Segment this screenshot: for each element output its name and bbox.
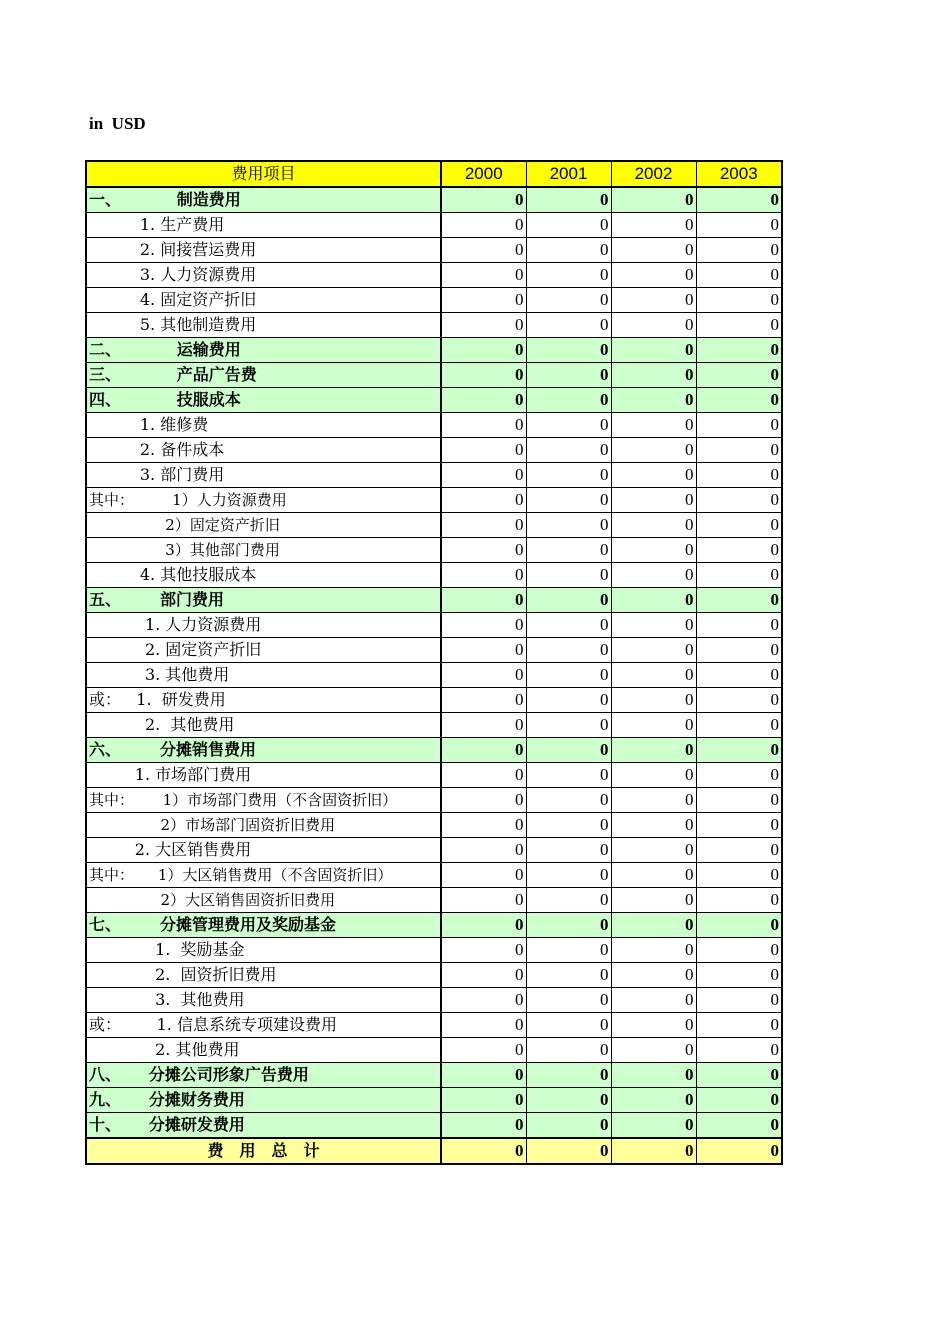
row-label: 其中： 1）大区销售费用（不含固资折旧） [86, 863, 441, 888]
value-cell: 0 [441, 863, 526, 888]
value-cell: 0 [611, 413, 696, 438]
value-cell: 0 [526, 538, 611, 563]
row-label: 2）固定资产折旧 [86, 513, 441, 538]
value-cell: 0 [696, 463, 782, 488]
table-row [86, 988, 782, 1013]
table-row [86, 813, 782, 838]
row-label: 3. 人力资源费用 [86, 263, 441, 288]
value-cell: 0 [441, 1088, 526, 1113]
row-label: 1. 市场部门费用 [86, 763, 441, 788]
currency-unit-label: in USD [89, 114, 146, 133]
value-cell: 0 [696, 1113, 782, 1139]
value-cell: 0 [441, 488, 526, 513]
value-cell: 0 [441, 938, 526, 963]
value-cell: 0 [696, 713, 782, 738]
value-cell: 0 [611, 888, 696, 913]
table-row [86, 513, 782, 538]
value-cell: 0 [696, 738, 782, 763]
value-cell: 0 [526, 563, 611, 588]
header-year-2003: 2003 [696, 161, 782, 187]
value-cell: 0 [441, 288, 526, 313]
value-cell: 0 [441, 338, 526, 363]
value-cell: 0 [696, 513, 782, 538]
value-cell: 0 [526, 888, 611, 913]
value-cell: 0 [441, 1013, 526, 1038]
row-label: 2. 其他费用 [86, 1038, 441, 1063]
section-row [86, 388, 782, 413]
row-label: 4. 固定资产折旧 [86, 288, 441, 313]
section-row [86, 338, 782, 363]
row-label: 六、 分摊销售费用 [86, 738, 441, 763]
value-cell: 0 [441, 963, 526, 988]
value-cell: 0 [441, 1138, 526, 1164]
row-label: 1. 人力资源费用 [86, 613, 441, 638]
value-cell: 0 [611, 713, 696, 738]
value-cell: 0 [526, 863, 611, 888]
value-cell: 0 [441, 538, 526, 563]
value-cell: 0 [696, 1038, 782, 1063]
value-cell: 0 [441, 1038, 526, 1063]
row-label: 三、 产品广告费 [86, 363, 441, 388]
value-cell: 0 [526, 288, 611, 313]
value-cell: 0 [526, 738, 611, 763]
value-cell: 0 [441, 363, 526, 388]
value-cell: 0 [696, 288, 782, 313]
value-cell: 0 [696, 1013, 782, 1038]
value-cell: 0 [526, 638, 611, 663]
value-cell: 0 [526, 238, 611, 263]
value-cell: 0 [611, 1013, 696, 1038]
table-row [86, 488, 782, 513]
value-cell: 0 [696, 838, 782, 863]
value-cell: 0 [441, 788, 526, 813]
value-cell: 0 [696, 213, 782, 238]
value-cell: 0 [441, 638, 526, 663]
row-label: 九、 分摊财务费用 [86, 1088, 441, 1113]
value-cell: 0 [441, 838, 526, 863]
value-cell: 0 [526, 963, 611, 988]
row-label: 3. 其他费用 [86, 988, 441, 1013]
row-label: 七、 分摊管理费用及奖励基金 [86, 913, 441, 938]
value-cell: 0 [611, 213, 696, 238]
value-cell: 0 [696, 763, 782, 788]
table-row [86, 538, 782, 563]
header-year-2001: 2001 [526, 161, 611, 187]
row-label: 2. 大区销售费用 [86, 838, 441, 863]
value-cell: 0 [441, 888, 526, 913]
value-cell: 0 [526, 1013, 611, 1038]
value-cell: 0 [611, 738, 696, 763]
value-cell: 0 [441, 263, 526, 288]
value-cell: 0 [696, 938, 782, 963]
value-cell: 0 [611, 863, 696, 888]
value-cell: 0 [526, 463, 611, 488]
table-row [86, 938, 782, 963]
section-row [86, 1088, 782, 1113]
table-row [86, 613, 782, 638]
value-cell: 0 [441, 238, 526, 263]
section-row [86, 1063, 782, 1088]
value-cell: 0 [696, 388, 782, 413]
table-row [86, 238, 782, 263]
value-cell: 0 [526, 213, 611, 238]
value-cell: 0 [526, 913, 611, 938]
header-item-label: 费用项目 [86, 161, 441, 187]
row-label: 5. 其他制造费用 [86, 313, 441, 338]
table-row [86, 263, 782, 288]
value-cell: 0 [441, 663, 526, 688]
table-row [86, 313, 782, 338]
value-cell: 0 [696, 863, 782, 888]
row-label: 3. 其他费用 [86, 663, 441, 688]
value-cell: 0 [526, 187, 611, 213]
value-cell: 0 [696, 588, 782, 613]
value-cell: 0 [526, 763, 611, 788]
value-cell: 0 [526, 938, 611, 963]
value-cell: 0 [441, 813, 526, 838]
value-cell: 0 [611, 488, 696, 513]
table-row [86, 638, 782, 663]
value-cell: 0 [611, 613, 696, 638]
row-label: 2）市场部门固资折旧费用 [86, 813, 441, 838]
table-row [86, 963, 782, 988]
value-cell: 0 [441, 713, 526, 738]
row-label: 1. 维修费 [86, 413, 441, 438]
header-year-2000: 2000 [441, 161, 526, 187]
expense-table [85, 160, 783, 1165]
value-cell: 0 [611, 813, 696, 838]
value-cell: 0 [696, 438, 782, 463]
value-cell: 0 [526, 363, 611, 388]
value-cell: 0 [526, 688, 611, 713]
value-cell: 0 [696, 913, 782, 938]
total-row [86, 1138, 782, 1164]
value-cell: 0 [441, 388, 526, 413]
value-cell: 0 [611, 688, 696, 713]
row-label: 其中： 1）人力资源费用 [86, 488, 441, 513]
value-cell: 0 [696, 963, 782, 988]
value-cell: 0 [526, 813, 611, 838]
table-row [86, 1038, 782, 1063]
section-row [86, 363, 782, 388]
value-cell: 0 [526, 413, 611, 438]
row-label: 1. 生产费用 [86, 213, 441, 238]
value-cell: 0 [611, 788, 696, 813]
section-row [86, 187, 782, 213]
value-cell: 0 [696, 1088, 782, 1113]
row-label: 4. 其他技服成本 [86, 563, 441, 588]
value-cell: 0 [611, 663, 696, 688]
value-cell: 0 [696, 338, 782, 363]
row-label: 2）大区销售固资折旧费用 [86, 888, 441, 913]
value-cell: 0 [441, 763, 526, 788]
value-cell: 0 [441, 688, 526, 713]
value-cell: 0 [526, 438, 611, 463]
value-cell: 0 [611, 263, 696, 288]
value-cell: 0 [441, 1063, 526, 1088]
section-row [86, 913, 782, 938]
value-cell: 0 [526, 488, 611, 513]
row-label: 2. 间接营运费用 [86, 238, 441, 263]
value-cell: 0 [526, 588, 611, 613]
value-cell: 0 [611, 388, 696, 413]
value-cell: 0 [526, 1038, 611, 1063]
table-row [86, 888, 782, 913]
value-cell: 0 [526, 1088, 611, 1113]
value-cell: 0 [611, 763, 696, 788]
row-label: 2. 其他费用 [86, 713, 441, 738]
row-label: 或： 1. 研发费用 [86, 688, 441, 713]
value-cell: 0 [441, 988, 526, 1013]
table-row [86, 788, 782, 813]
table-row [86, 763, 782, 788]
section-row [86, 738, 782, 763]
value-cell: 0 [441, 588, 526, 613]
value-cell: 0 [611, 1113, 696, 1139]
value-cell: 0 [441, 413, 526, 438]
value-cell: 0 [611, 1063, 696, 1088]
value-cell: 0 [611, 338, 696, 363]
value-cell: 0 [696, 538, 782, 563]
value-cell: 0 [526, 263, 611, 288]
value-cell: 0 [611, 363, 696, 388]
value-cell: 0 [696, 663, 782, 688]
value-cell: 0 [611, 1038, 696, 1063]
value-cell: 0 [696, 563, 782, 588]
value-cell: 0 [696, 813, 782, 838]
value-cell: 0 [611, 988, 696, 1013]
value-cell: 0 [611, 1088, 696, 1113]
value-cell: 0 [696, 638, 782, 663]
value-cell: 0 [696, 788, 782, 813]
value-cell: 0 [611, 638, 696, 663]
value-cell: 0 [441, 513, 526, 538]
value-cell: 0 [696, 363, 782, 388]
value-cell: 0 [611, 1138, 696, 1164]
row-label: 五、 部门费用 [86, 588, 441, 613]
row-label: 1. 奖励基金 [86, 938, 441, 963]
value-cell: 0 [441, 913, 526, 938]
value-cell: 0 [526, 663, 611, 688]
table-row [86, 438, 782, 463]
value-cell: 0 [611, 588, 696, 613]
value-cell: 0 [611, 187, 696, 213]
value-cell: 0 [526, 513, 611, 538]
table-row [86, 1013, 782, 1038]
value-cell: 0 [696, 313, 782, 338]
table-row [86, 663, 782, 688]
table-row [86, 463, 782, 488]
value-cell: 0 [611, 238, 696, 263]
table-row [86, 413, 782, 438]
value-cell: 0 [696, 488, 782, 513]
value-cell: 0 [696, 187, 782, 213]
row-label: 一、 制造费用 [86, 187, 441, 213]
table-row [86, 288, 782, 313]
value-cell: 0 [611, 313, 696, 338]
value-cell: 0 [526, 838, 611, 863]
value-cell: 0 [526, 1113, 611, 1139]
value-cell: 0 [696, 888, 782, 913]
row-label: 其中： 1）市场部门费用（不含固资折旧） [86, 788, 441, 813]
value-cell: 0 [441, 563, 526, 588]
value-cell: 0 [696, 1138, 782, 1164]
value-cell: 0 [611, 438, 696, 463]
table-row [86, 863, 782, 888]
value-cell: 0 [526, 338, 611, 363]
value-cell: 0 [611, 938, 696, 963]
value-cell: 0 [611, 913, 696, 938]
row-label: 八、 分摊公司形象广告费用 [86, 1063, 441, 1088]
value-cell: 0 [696, 263, 782, 288]
row-label: 十、 分摊研发费用 [86, 1113, 441, 1139]
value-cell: 0 [611, 563, 696, 588]
section-row [86, 1113, 782, 1139]
value-cell: 0 [611, 513, 696, 538]
table-row [86, 688, 782, 713]
value-cell: 0 [526, 788, 611, 813]
value-cell: 0 [441, 1113, 526, 1139]
row-label: 四、 技服成本 [86, 388, 441, 413]
value-cell: 0 [526, 1138, 611, 1164]
header-row [86, 161, 782, 187]
row-label: 2. 固定资产折旧 [86, 638, 441, 663]
value-cell: 0 [441, 613, 526, 638]
value-cell: 0 [441, 438, 526, 463]
table-row [86, 713, 782, 738]
header-year-2002: 2002 [611, 161, 696, 187]
value-cell: 0 [526, 613, 611, 638]
value-cell: 0 [526, 988, 611, 1013]
row-label: 或： 1. 信息系统专项建设费用 [86, 1013, 441, 1038]
value-cell: 0 [441, 187, 526, 213]
value-cell: 0 [441, 213, 526, 238]
value-cell: 0 [611, 463, 696, 488]
value-cell: 0 [696, 238, 782, 263]
row-label: 2. 备件成本 [86, 438, 441, 463]
value-cell: 0 [611, 538, 696, 563]
section-row [86, 588, 782, 613]
value-cell: 0 [526, 388, 611, 413]
value-cell: 0 [526, 1063, 611, 1088]
value-cell: 0 [611, 288, 696, 313]
value-cell: 0 [611, 963, 696, 988]
value-cell: 0 [526, 713, 611, 738]
table-row [86, 213, 782, 238]
row-label: 3. 部门费用 [86, 463, 441, 488]
value-cell: 0 [441, 463, 526, 488]
value-cell: 0 [696, 1063, 782, 1088]
row-label: 二、 运输费用 [86, 338, 441, 363]
expense-table-body [86, 161, 782, 1164]
row-label: 2. 固资折旧费用 [86, 963, 441, 988]
value-cell: 0 [441, 738, 526, 763]
table-row [86, 838, 782, 863]
value-cell: 0 [611, 838, 696, 863]
table-row [86, 563, 782, 588]
value-cell: 0 [441, 313, 526, 338]
row-label: 费 用 总 计 [86, 1138, 441, 1164]
value-cell: 0 [526, 313, 611, 338]
value-cell: 0 [696, 988, 782, 1013]
value-cell: 0 [696, 688, 782, 713]
row-label: 3）其他部门费用 [86, 538, 441, 563]
value-cell: 0 [696, 613, 782, 638]
value-cell: 0 [696, 413, 782, 438]
